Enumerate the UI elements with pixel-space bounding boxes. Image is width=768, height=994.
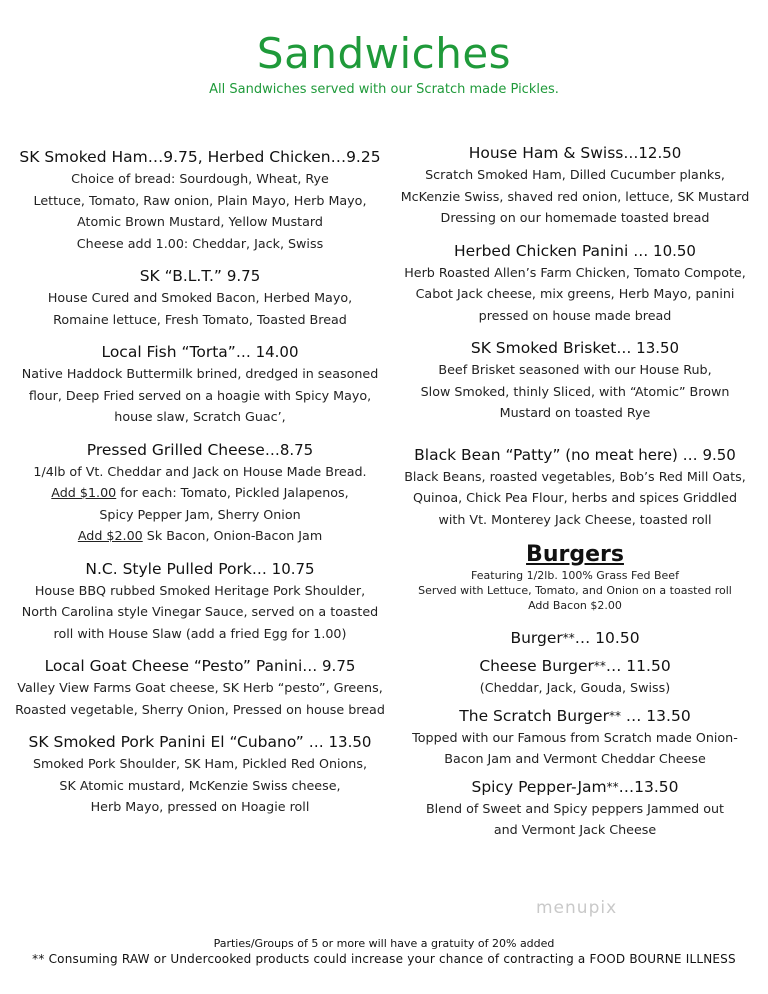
item-desc-line: Cheese add 1.00: Cheddar, Jack, Swiss bbox=[76, 235, 324, 251]
item-title: Spicy Pepper-Jam**…13.50 bbox=[471, 777, 679, 796]
item-price: … 10.75 bbox=[251, 559, 315, 578]
footer bbox=[0, 936, 768, 967]
item-price: … 13.50 bbox=[616, 339, 680, 357]
item-desc-line: McKenzie Swiss, shaved red onion, lettuce, SK Mustard bbox=[400, 188, 750, 204]
item-desc-line: 1/4lb of Vt. Cheddar and Jack on House Made Bread. bbox=[33, 463, 367, 479]
item-desc-line: House Cured and Smoked Bacon, Herbed Mayo, bbox=[47, 290, 353, 305]
item-desc-line: Bacon Jam and Vermont Cheddar Cheese bbox=[444, 751, 706, 766]
menu-item bbox=[14, 655, 386, 720]
item-desc-line: pressed on house made bread bbox=[478, 307, 672, 323]
item-desc-line: Atomic Brown Mustard, Yellow Mustard bbox=[77, 214, 323, 229]
item-desc-line: Mustard on toasted Rye bbox=[499, 405, 651, 420]
item-title: Pressed Grilled Cheese…8.75 bbox=[86, 440, 314, 459]
item-desc-line: house slaw, Scratch Guac’, bbox=[114, 409, 286, 424]
burgers-section bbox=[392, 542, 758, 841]
item-title: Herbed Chicken Panini … 10.50 bbox=[454, 241, 696, 260]
item-desc-line: Herb Roasted Allen’s Farm Chicken, Tomato Compote, bbox=[404, 264, 746, 280]
item-price: (no meat here) … 9.50 bbox=[560, 445, 736, 464]
menu-item bbox=[14, 731, 386, 818]
item-price: … 10.50 bbox=[574, 629, 640, 647]
item-desc-line: Spicy Pepper Jam, Sherry Onion bbox=[99, 506, 301, 522]
item-price: …12.50 bbox=[623, 144, 682, 162]
item-desc-line: Native Haddock Buttermilk brined, dredged in seasoned bbox=[21, 366, 379, 381]
burger-item bbox=[392, 705, 758, 770]
item-desc-line: SK Atomic mustard, McKenzie Swiss cheese, bbox=[59, 777, 341, 793]
item-title: SK Smoked Pork Panini El “Cubano” … 13.50 bbox=[28, 733, 372, 751]
menu-item bbox=[14, 558, 386, 645]
burgers-subline: Add Bacon $2.00 bbox=[528, 599, 622, 612]
item-desc-line: Lettuce, Tomato, Raw onion, Plain Mayo, Herb Mayo, bbox=[33, 192, 367, 208]
burger-item bbox=[392, 627, 758, 649]
gratuity-note: Parties/Groups of 5 or more will have a gratuity of 20% added bbox=[213, 937, 555, 950]
item-price: … 13.50 bbox=[308, 733, 372, 751]
item-desc-line: Herb Mayo, pressed on Hoagie roll bbox=[90, 799, 310, 814]
burger-item bbox=[392, 655, 758, 699]
item-desc-line: Topped with our Famous from Scratch made Onion- bbox=[412, 729, 738, 745]
item-desc-line: Romaine lettuce, Fresh Tomato, Toasted Bread bbox=[53, 311, 347, 327]
item-price: … 10.50 bbox=[633, 241, 696, 260]
menu-item bbox=[14, 341, 386, 428]
left-column bbox=[14, 146, 386, 829]
item-title: Local Fish “Torta”… 14.00 bbox=[101, 343, 299, 361]
food-safety-warning: ** Consuming RAW or Undercooked products could increase your chance of contracting a FOOD BOURNE ILLNESS bbox=[32, 952, 736, 966]
menu-item bbox=[392, 142, 758, 229]
item-title: SK Smoked Brisket… 13.50 bbox=[470, 339, 680, 357]
item-desc-line: Beef Brisket seasoned with our House Rub, bbox=[438, 362, 712, 377]
item-title: SK Smoked Ham…9.75, Herbed Chicken…9.25 bbox=[19, 148, 381, 166]
item-title: Black Bean “Patty” (no meat here) … 9.50 bbox=[414, 445, 736, 464]
item-desc-line: Smoked Pork Shoulder, SK Ham, Pickled Red Onions, bbox=[32, 756, 367, 771]
item-desc-line: Black Beans, roasted vegetables, Bob’s Red Mill Oats, bbox=[404, 468, 746, 484]
menu-header bbox=[0, 28, 768, 97]
add-on-label: Add $2.00 bbox=[77, 528, 143, 543]
item-title: Burger**… 10.50 bbox=[510, 629, 640, 647]
burgers-subline: Featuring 1/2lb. 100% Grass Fed Beef bbox=[471, 569, 679, 582]
item-desc-line: (Cheddar, Jack, Gouda, Swiss) bbox=[479, 680, 671, 695]
menu-item bbox=[392, 337, 758, 424]
item-desc-line: Add $1.00 for each: Tomato, Pickled Jalapenos, bbox=[51, 485, 349, 500]
item-desc-line: North Carolina style Vinegar Sauce, served on a toasted bbox=[21, 604, 379, 619]
item-price: 9.75 bbox=[226, 267, 261, 285]
item-desc-line: Quinoa, Chick Pea Flour, herbs and spices Griddled bbox=[412, 490, 738, 505]
menu-item bbox=[14, 439, 386, 547]
burger-item bbox=[392, 776, 758, 841]
item-price: … 9.75 bbox=[302, 657, 356, 675]
burgers-subline: Served with Lettuce, Tomato, and Onion on a toasted roll bbox=[418, 584, 732, 597]
item-desc-line: Add $2.00 Sk Bacon, Onion-Bacon Jam bbox=[77, 528, 323, 543]
item-desc-line: Valley View Farms Goat cheese, SK Herb “pesto”, Greens, bbox=[17, 680, 383, 695]
item-desc-line: with Vt. Monterey Jack Cheese, toasted roll bbox=[438, 511, 712, 527]
item-price: … 13.50 bbox=[620, 706, 691, 725]
item-price: …8.75 bbox=[264, 440, 314, 459]
menu-item bbox=[392, 240, 758, 327]
item-title: N.C. Style Pulled Pork… 10.75 bbox=[85, 559, 315, 578]
page-subtitle: All Sandwiches served with our Scratch made Pickles. bbox=[209, 82, 559, 97]
item-title: Cheese Burger**… 11.50 bbox=[479, 657, 671, 675]
item-desc-line: flour, Deep Fried served on a hoagie with Spicy Mayo, bbox=[28, 387, 372, 403]
item-title: SK “B.L.T.” 9.75 bbox=[139, 267, 261, 285]
item-title: Local Goat Cheese “Pesto” Panini… 9.75 bbox=[44, 657, 356, 675]
item-desc-line: Cabot Jack cheese, mix greens, Herb Mayo, panini bbox=[415, 286, 735, 301]
item-desc-line: Scratch Smoked Ham, Dilled Cucumber planks, bbox=[425, 167, 725, 182]
item-desc-line: Choice of bread: Sourdough, Wheat, Rye bbox=[71, 171, 329, 186]
item-title: House Ham & Swiss…12.50 bbox=[468, 144, 682, 162]
item-desc-line: Dressing on our homemade toasted bread bbox=[440, 210, 710, 225]
item-desc-line: roll with House Slaw (add a fried Egg for 1.00) bbox=[53, 625, 347, 641]
menu-item bbox=[14, 146, 386, 254]
item-desc-line: Roasted vegetable, Sherry Onion, Pressed on house bread bbox=[15, 701, 385, 717]
item-title: The Scratch Burger** … 13.50 bbox=[459, 706, 691, 725]
item-desc-line: Slow Smoked, thinly Sliced, with “Atomic” Brown bbox=[420, 383, 730, 399]
item-desc-line: House BBQ rubbed Smoked Heritage Pork Shoulder, bbox=[34, 582, 366, 598]
item-price: …13.50 bbox=[618, 777, 679, 796]
add-on-label: Add $1.00 bbox=[51, 485, 117, 500]
item-desc-line: and Vermont Jack Cheese bbox=[493, 822, 657, 837]
item-price: … 14.00 bbox=[235, 343, 299, 361]
item-desc-line: Blend of Sweet and Spicy peppers Jammed out bbox=[425, 800, 725, 816]
item-price: … 11.50 bbox=[605, 657, 671, 675]
burgers-heading: Burgers bbox=[526, 542, 624, 567]
page-title: Sandwiches bbox=[256, 29, 512, 78]
watermark: menupix bbox=[536, 898, 618, 918]
right-column bbox=[392, 142, 758, 852]
menu-item bbox=[392, 444, 758, 531]
menu-item bbox=[14, 265, 386, 330]
